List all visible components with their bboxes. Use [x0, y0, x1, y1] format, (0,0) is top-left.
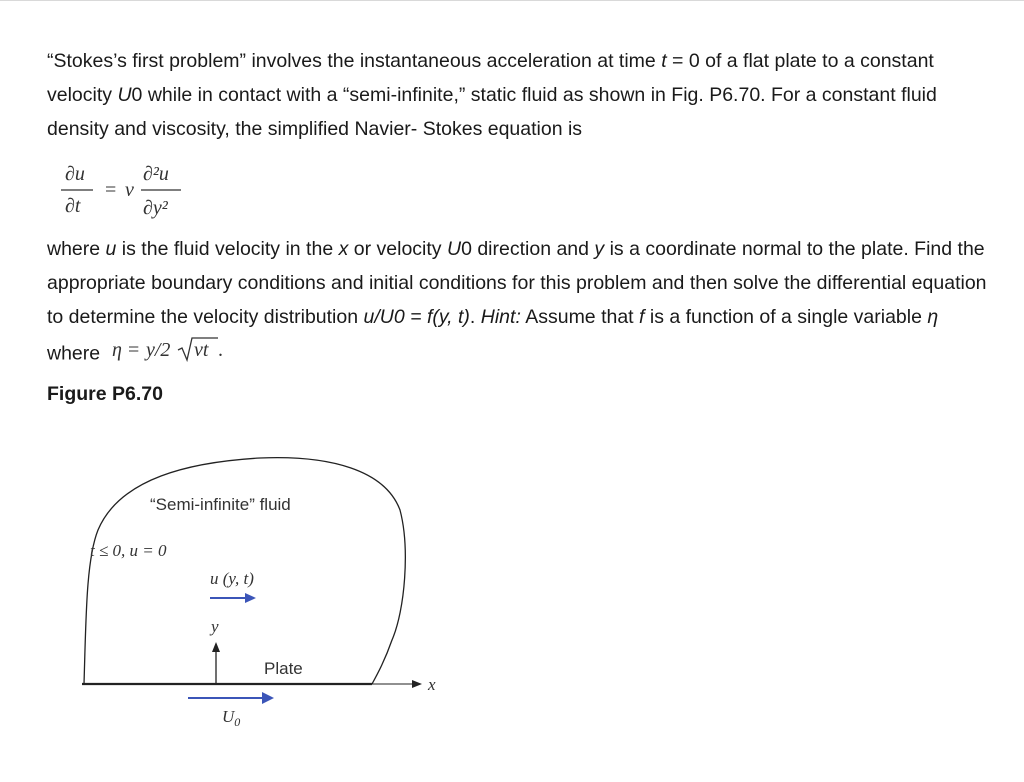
svg-text:.: . [218, 339, 224, 361]
initial-condition-label: t ≤ 0, u = 0 [90, 541, 167, 560]
figure-title: Figure P6.70 [47, 383, 163, 405]
plate-velocity-label: $U_0$ [222, 707, 241, 729]
x-axis-arrowhead [412, 680, 422, 688]
x-axis-label: x [428, 675, 436, 694]
velocity-profile-label: u (y, t) [210, 569, 254, 588]
plate-label: Plate [264, 659, 303, 678]
svg-text:η: η [112, 339, 123, 361]
equals-sign: = [105, 179, 117, 201]
lhs-denominator: ∂t [65, 195, 81, 217]
velocity-arrowhead [245, 593, 256, 603]
y-axis-label: y [211, 617, 219, 636]
fluid-label: “Semi-infinite” fluid [150, 495, 291, 514]
svg-text:νt: νt [194, 339, 209, 361]
y-axis-arrowhead [212, 642, 220, 652]
plate-velocity-arrowhead [262, 692, 274, 704]
svg-text:=: = [128, 339, 140, 361]
svg-text:y/2: y/2 [146, 339, 171, 361]
nu-symbol: ν [125, 179, 134, 201]
problem-paragraph-2: where u is the fluid velocity in the x or velocity U0 direction and y is a coordinate normal to the plate. Find the appropriate boundary conditions and initial conditions for this problem and then solve the differential equation to determine the velocity distribution u/U0 = f(y, t). Hint: Assume that f is a function of a single variable η where η = y/2 νt . [47, 232, 987, 375]
lhs-numerator: ∂u [65, 163, 85, 185]
rhs-numerator: ∂²u [143, 163, 169, 185]
rhs-denominator: ∂y² [143, 197, 168, 219]
problem-paragraph-1: “Stokes’s first problem” involves the instantaneous acceleration at time t = 0 of a flat plate to a constant velocity U0 while in contact with a “semi-infinite,” static fluid as shown in Fig. P6.70. For a constant fluid density and viscosity, the simplified Navier- Stokes equation is [47, 50, 937, 140]
